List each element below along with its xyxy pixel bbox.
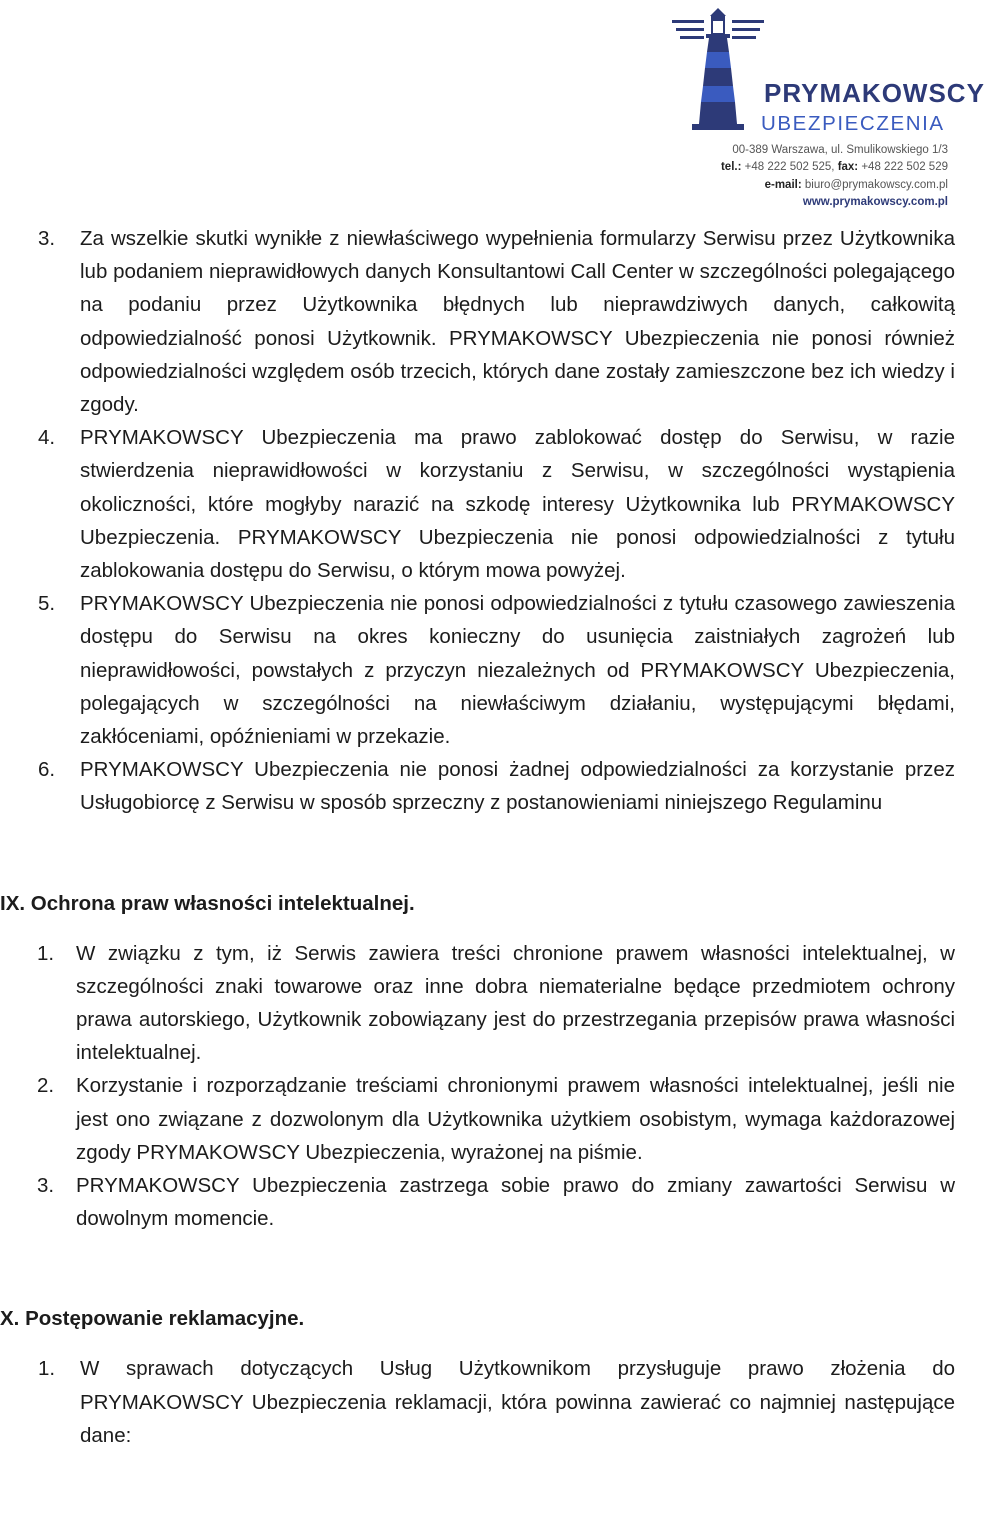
section-x-list [0,1352,960,1452]
lighthouse-icon [668,6,768,146]
company-email: e-mail: biuro@prymakowscy.com.pl [764,179,948,191]
list-item: 6. PRYMAKOWSCY Ubezpieczenia nie ponosi żadnej odpowiedzialności za korzystanie przez Usługobiorcę z Serwisu w sposób sprzeczny z postanowieniami niniejszego Regulaminu [38,758,955,815]
section-ix-heading: IX. Ochrona praw własności intelektualnej. [0,891,415,915]
company-website: www.prymakowscy.com.pl [802,196,948,208]
company-phone-fax: tel.: +48 222 502 525, fax: +48 222 502 529 [720,161,948,173]
section-ix-list [0,937,960,1236]
section-viii-list [0,222,960,820]
list-item: 3. PRYMAKOWSCY Ubezpieczenia zastrzega sobie prawo do zmiany zawartości Serwisu w dowolnym momencie. [37,1174,955,1231]
list-item: 1. W sprawach dotyczących Usług Użytkownikom przysługuje prawo złożenia do PRYMAKOWSCY Ubezpieczenia reklamacji, która powinna zawierać co najmniej następujące dane: [38,1357,955,1447]
company-address: 00-389 Warszawa, ul. Smulikowskiego 1/3 [732,144,948,156]
company-logo [668,6,985,208]
section-x-heading: X. Postępowanie reklamacyjne. [0,1307,305,1331]
list-item: 4. PRYMAKOWSCY Ubezpieczenia ma prawo zablokować dostęp do Serwisu, w razie stwierdzenia nieprawidłowości w korzystaniu z Serwisu, w szczególności wystąpienia okoliczności, które mogłyby narazić na szkodę interesy Użytkownika lub PRYMAKOWSCY Ubezpieczenia. PRYMAKOWSCY Ubezpieczenia nie ponosi odpowiedzialności z tytułu zablokowania dostępu do Serwisu, o którym mowa powyżej. [38,426,955,583]
list-item: 1. W związku z tym, iż Serwis zawiera treści chronione prawem własności intelektualnej, w szczególności znaki towarowe oraz inne dobra niematerialne będące przedmiotem ochrony prawa autorskiego, Użytkownik zobowiązany jest do przestrzegania przepisów prawa własności intelektualnej. [37,941,955,1065]
list-item: 5. PRYMAKOWSCY Ubezpieczenia nie ponosi odpowiedzialności z tytułu czasowego zawieszenia dostępu do Serwisu na okres konieczny do usunięcia zaistniałych zagrożeń lub nieprawidłowości, powstałych z przyczyn niezależnych od PRYMAKOWSCY Ubezpieczenia, polegających w szczególności na niewłaściwym działaniu, występującymi błędami, zakłóceniami, opóźnieniami w przekazie. [38,592,955,749]
brand-subtitle: UBEZPIECZENIA [761,112,945,135]
list-item: 3. Za wszelkie skutki wynikłe z niewłaściwego wypełnienia formularzy Serwisu przez Użytkownika lub podaniem nieprawidłowych danych Konsultantowi Call Center w szczególności polegającego na podaniu przez Użytkownika błędnych lub nieprawdziwych danych, całkowitą odpowiedzialność ponosi Użytkownik. PRYMAKOWSCY Ubezpieczenia nie ponosi również odpowiedzialności względem osób trzecich, których dane zostały zamieszczone bez ich wiedzy i zgody. [38,227,955,417]
brand-name: PRYMAKOWSCY [764,78,985,108]
list-item: 2. Korzystanie i rozporządzanie treściami chronionymi prawem własności intelektualnej, jeśli nie jest ono związane z dozwolonym dla Użytkownika użytkiem osobistym, wymaga każdorazowej zgody PRYMAKOWSCY Ubezpieczenia, wyrażonej na piśmie. [37,1074,955,1164]
document-body [0,222,960,1452]
